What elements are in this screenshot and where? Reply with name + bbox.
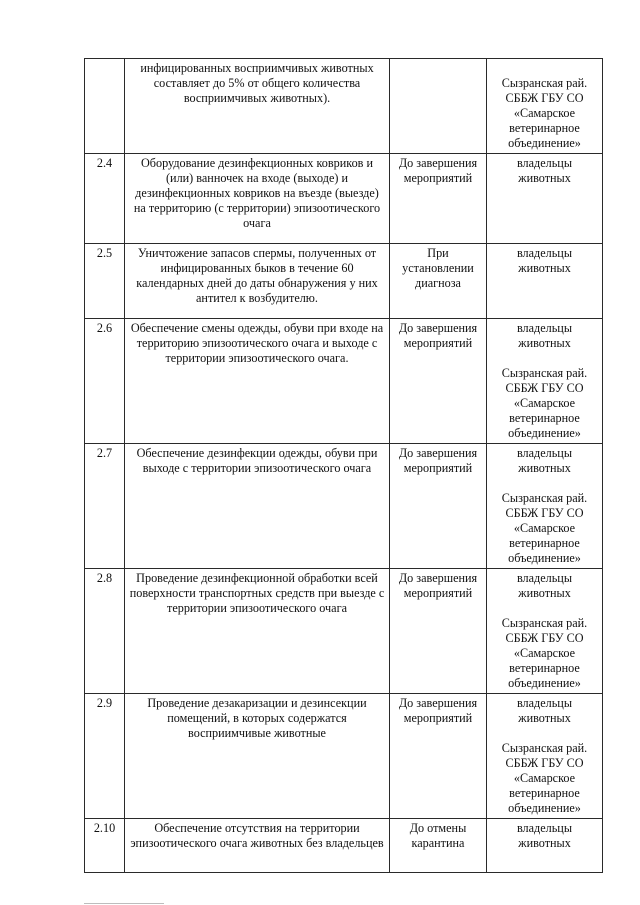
measures-table	[84, 58, 603, 873]
measure-deadline	[390, 444, 487, 569]
scan-line-fragment	[84, 903, 164, 904]
responsible-owners-text: владельцы животных	[516, 446, 573, 475]
row-number	[85, 444, 125, 569]
measures-table-body	[85, 59, 603, 873]
row-number	[85, 694, 125, 819]
responsible-spacer	[490, 351, 599, 366]
measure-deadline	[390, 694, 487, 819]
responsible-vet-service-text: Сызранская рай. СББЖ ГБУ СО «Самарское ветеринарное объединение»	[501, 491, 588, 565]
table-row	[85, 819, 603, 873]
measure-description	[125, 444, 390, 569]
measure-description	[125, 694, 390, 819]
row-number	[85, 154, 125, 244]
row-number	[85, 244, 125, 319]
measure-responsible	[487, 819, 603, 873]
responsible-spacer	[490, 601, 599, 616]
row-number	[85, 569, 125, 694]
measure-deadline	[390, 319, 487, 444]
measure-responsible	[487, 444, 603, 569]
measure-responsible	[487, 244, 603, 319]
row-number-text: 2.8	[96, 571, 113, 585]
responsible-vet-service-text: Сызранская рай. СББЖ ГБУ СО «Самарское ветеринарное объединение»	[501, 616, 588, 690]
measure-responsible	[487, 319, 603, 444]
table-row	[85, 154, 603, 244]
measure-description	[125, 319, 390, 444]
responsible-vet-service-text: Сызранская рай. СББЖ ГБУ СО «Самарское ветеринарное объединение»	[501, 76, 588, 150]
measure-deadline-text: До отмены карантина	[409, 821, 467, 850]
row-number-text: 2.7	[96, 446, 113, 460]
measure-responsible	[487, 569, 603, 694]
table-row	[85, 444, 603, 569]
row-number-text: 2.10	[93, 821, 116, 835]
row-number	[85, 59, 125, 154]
measure-description	[125, 819, 390, 873]
row-number-text: 2.5	[96, 246, 113, 260]
measure-description-text: Проведение дезинфекционной обработки всей поверхности транспортных средств при выезде с территории эпизоотического очага	[129, 571, 385, 615]
responsible-owners-text: владельцы животных	[516, 156, 573, 185]
measure-description-text: Оборудование дезинфекционных ковриков и (или) ванночек на входе (выходе) и дезинфекционных ковриков на въезде (выезде) на территорию (с территории) эпизоотического очага	[133, 156, 381, 230]
measure-deadline	[390, 154, 487, 244]
row-number	[85, 819, 125, 873]
responsible-owners-text: владельцы животных	[516, 246, 573, 275]
measure-deadline-text: До завершения мероприятий	[398, 571, 478, 600]
measure-description-text: Проведение дезакаризации и дезинсекции помещений, в которых содержатся восприимчивые животные	[147, 696, 367, 740]
measure-responsible	[487, 154, 603, 244]
row-number	[85, 319, 125, 444]
table-row	[85, 569, 603, 694]
measure-deadline-text: До завершения мероприятий	[398, 696, 478, 725]
measure-description	[125, 59, 390, 154]
responsible-owners-text: владельцы животных	[516, 571, 573, 600]
measure-description-text: Обеспечение дезинфекции одежды, обуви при выходе с территории эпизоотического очага	[136, 446, 378, 475]
measure-description	[125, 244, 390, 319]
table-row	[85, 694, 603, 819]
table-row	[85, 244, 603, 319]
measure-deadline	[390, 244, 487, 319]
measure-description-text: Обеспечение отсутствия на территории эпизоотического очага животных без владельцев	[130, 821, 384, 850]
table-row	[85, 59, 603, 154]
measure-deadline-text: До завершения мероприятий	[398, 321, 478, 350]
responsible-spacer	[490, 476, 599, 491]
row-number-text: 2.4	[96, 156, 113, 170]
measure-deadline-text: При установлении диагноза	[402, 246, 474, 290]
responsible-spacer	[490, 726, 599, 741]
responsible-vet-service-text: Сызранская рай. СББЖ ГБУ СО «Самарское ветеринарное объединение»	[501, 366, 588, 440]
measure-deadline-text: До завершения мероприятий	[398, 156, 478, 185]
responsible-owners-text: владельцы животных	[516, 321, 573, 350]
measure-deadline	[390, 569, 487, 694]
responsible-owners-text: владельцы животных	[516, 821, 573, 850]
measure-responsible	[487, 694, 603, 819]
responsible-vet-service-text: Сызранская рай. СББЖ ГБУ СО «Самарское ветеринарное объединение»	[501, 741, 588, 815]
table-row	[85, 319, 603, 444]
measure-deadline	[390, 819, 487, 873]
measure-deadline-text: До завершения мероприятий	[398, 446, 478, 475]
row-number-text: 2.6	[96, 321, 113, 335]
measure-deadline	[390, 59, 487, 154]
measure-description	[125, 154, 390, 244]
measure-description-text: инфицированных восприимчивых животных составляет до 5% от общего количества восприимчивых животных).	[140, 61, 374, 105]
measure-description	[125, 569, 390, 694]
measure-responsible	[487, 59, 603, 154]
measure-description-text: Обеспечение смены одежды, обуви при входе на территорию эпизоотического очага и выходе с территории эпизоотического очага.	[130, 321, 384, 365]
responsible-owners-text: владельцы животных	[516, 696, 573, 725]
measure-description-text: Уничтожение запасов спермы, полученных от инфицированных быков в течение 60 календарных дней до даты обнаружения у них антител к возбудителю.	[136, 246, 378, 305]
row-number-text: 2.9	[96, 696, 113, 710]
